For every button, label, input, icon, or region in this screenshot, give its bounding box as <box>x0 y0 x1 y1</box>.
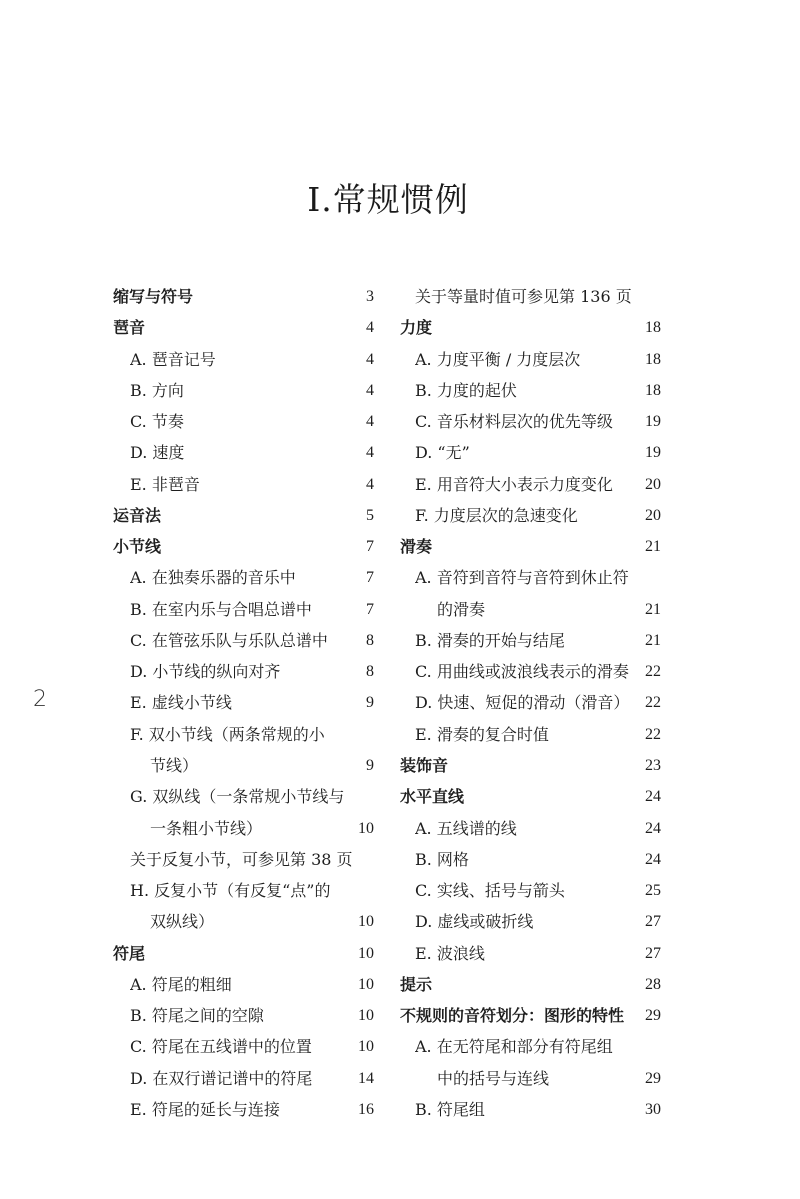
toc-subentry-label: F. 力度层次的急速变化 <box>415 505 578 525</box>
toc-subentry <box>400 344 661 375</box>
toc-subentry-label: B. 滑奏的开始与结尾 <box>415 630 565 650</box>
toc-page-number: 10 <box>358 944 374 962</box>
toc-page-number: 21 <box>645 631 661 649</box>
toc-subentry-label: B. 在室内乐与合唱总谱中 <box>130 599 312 619</box>
toc-subentry <box>400 625 661 656</box>
toc-subentry <box>113 469 374 500</box>
toc-subentry <box>113 687 374 718</box>
toc-note <box>400 281 661 312</box>
toc-page-number: 30 <box>645 1100 661 1118</box>
toc-subentry-label: D. 小节线的纵向对齐 <box>130 662 281 682</box>
toc-heading <box>113 500 374 531</box>
toc-heading <box>113 531 374 562</box>
toc-page-number: 24 <box>645 850 661 868</box>
toc-subentry-label: B. 符尾之间的空隙 <box>130 1006 264 1026</box>
toc-heading-label: 琶音 <box>113 318 146 338</box>
toc-page-number: 25 <box>645 882 661 900</box>
toc-subentry-label-continued: 一条粗小节线） <box>150 818 263 838</box>
toc-subentry <box>113 562 374 593</box>
toc-subentry-label: C. 符尾在五线谱中的位置 <box>130 1037 312 1057</box>
toc-page-number: 24 <box>645 788 661 806</box>
toc-page-number: 10 <box>358 1007 374 1025</box>
toc-page-number: 5 <box>366 506 374 524</box>
toc-subentry-label: A. 力度平衡 / 力度层次 <box>415 349 581 369</box>
toc-subentry-label: E. 符尾的延长与连接 <box>130 1099 280 1119</box>
toc-page-number: 3 <box>366 288 374 305</box>
toc-page-number: 24 <box>645 819 661 837</box>
toc-subentry <box>113 406 374 437</box>
toc-subentry-multiline <box>113 719 374 782</box>
toc-subentry <box>400 875 661 906</box>
toc-subentry-label-continued: 节线） <box>150 755 199 775</box>
toc-heading-label: 提示 <box>400 974 433 994</box>
toc-subentry <box>400 469 661 500</box>
toc-subentry-label: B. 方向 <box>130 380 184 400</box>
toc-subentry-line <box>113 906 374 937</box>
toc-subentry <box>400 500 661 531</box>
toc-subentry-label: B. 力度的起伏 <box>415 380 517 400</box>
toc-subentry <box>400 906 661 937</box>
toc-subentry-label: D. 快速、短促的滑动（滑音） <box>415 693 630 713</box>
toc-heading <box>113 938 374 969</box>
toc-subentry-label: E. 滑奏的复合时值 <box>415 724 549 744</box>
toc-page-number: 4 <box>366 413 374 431</box>
toc-heading <box>400 531 661 562</box>
toc-page-number: 10 <box>358 819 374 837</box>
toc-subentry <box>113 375 374 406</box>
toc-subentry-label-continued: 双纵线） <box>150 912 215 932</box>
toc-subentry <box>400 844 661 875</box>
toc-subentry <box>400 375 661 406</box>
toc-subentry-label: A. 音符到音符与音符到休止符 <box>415 568 629 588</box>
toc-subentry <box>400 719 661 750</box>
toc-subentry-line <box>400 1063 661 1094</box>
toc-subentry-label: B. 符尾组 <box>415 1099 485 1119</box>
toc-subentry-multiline <box>400 1031 661 1094</box>
toc-heading <box>113 281 374 312</box>
toc-heading-label: 运音法 <box>113 505 162 525</box>
toc-subentry-line <box>113 813 374 844</box>
toc-page-number: 10 <box>358 1038 374 1056</box>
toc-subentry-label: D. “无” <box>415 443 470 463</box>
toc-subentry-multiline <box>113 875 374 938</box>
toc-page-number: 29 <box>645 1069 661 1087</box>
toc-subentry <box>113 594 374 625</box>
toc-page-number: 22 <box>645 663 661 681</box>
toc-subentry <box>113 344 374 375</box>
toc-subentry-label: D. 速度 <box>130 443 185 463</box>
toc-subentry-line <box>400 562 661 593</box>
toc-heading <box>400 1000 661 1031</box>
toc-subentry <box>400 406 661 437</box>
toc-subentry <box>400 656 661 687</box>
toc-page-number: 14 <box>358 1069 374 1087</box>
toc-subentry-label: A. 在独奏乐器的音乐中 <box>130 568 296 588</box>
toc-subentry-label: A. 在无符尾和部分有符尾组 <box>415 1037 613 1057</box>
toc-subentry-label: A. 琶音记号 <box>130 349 216 369</box>
toc-heading <box>113 312 374 343</box>
toc-page-number: 4 <box>366 319 374 337</box>
toc-heading-label: 力度 <box>400 318 433 338</box>
toc-note-text: 关于反复小节，可参见第 38 页 <box>130 849 353 869</box>
toc-subentry-label: B. 网格 <box>415 849 469 869</box>
toc-subentry-label: D. 虚线或破折线 <box>415 912 534 932</box>
toc-heading <box>400 312 661 343</box>
toc-subentry <box>400 437 661 468</box>
toc-subentry-label: C. 用曲线或波浪线表示的滑奏 <box>415 662 629 682</box>
toc-page-number: 19 <box>645 413 661 431</box>
toc-page-number: 20 <box>645 475 661 493</box>
toc-subentry-label: H. 反复小节（有反复“点”的 <box>130 881 331 901</box>
toc-page-number: 8 <box>366 663 374 681</box>
toc-subentry <box>113 969 374 1000</box>
toc-subentry-label-continued: 中的括号与连线 <box>437 1068 550 1088</box>
toc-page-number: 21 <box>645 538 661 556</box>
toc-subentry-line <box>113 781 374 812</box>
toc-page-number: 4 <box>366 350 374 368</box>
toc-note <box>113 844 374 875</box>
toc-subentry <box>113 1094 374 1125</box>
toc-page-number: 16 <box>358 1100 374 1118</box>
toc-subentry-label: C. 节奏 <box>130 412 184 432</box>
toc-subentry-line <box>113 719 374 750</box>
toc-page-number: 21 <box>645 600 661 618</box>
toc-page-number: 28 <box>645 975 661 993</box>
toc-subentry <box>400 938 661 969</box>
toc-page-number: 7 <box>366 569 374 587</box>
toc-left-column <box>113 281 374 1125</box>
toc-page-number: 23 <box>645 756 661 774</box>
toc-subentry <box>113 437 374 468</box>
toc-page-number: 27 <box>645 944 661 962</box>
toc-subentry <box>113 656 374 687</box>
toc-heading <box>400 750 661 781</box>
toc-subentry-line <box>400 1031 661 1062</box>
toc-subentry-label: E. 用音符大小表示力度变化 <box>415 474 613 494</box>
toc-subentry-multiline <box>400 562 661 625</box>
toc-page-number: 18 <box>645 350 661 368</box>
toc-page-number: 9 <box>366 694 374 712</box>
toc-heading-label: 缩写与符号 <box>113 287 194 306</box>
toc-heading <box>400 781 661 812</box>
toc-page-number: 4 <box>366 381 374 399</box>
toc-note-text: 关于等量时值可参见第 136 页 <box>415 287 632 306</box>
toc-subentry <box>113 1063 374 1094</box>
toc-subentry-label: A. 符尾的粗细 <box>130 974 232 994</box>
toc-page-number: 20 <box>645 506 661 524</box>
toc-heading-label: 小节线 <box>113 537 162 557</box>
toc-subentry <box>113 1000 374 1031</box>
toc-page-number: 22 <box>645 725 661 743</box>
toc-subentry-line <box>113 750 374 781</box>
toc-subentry <box>400 1094 661 1125</box>
toc-subentry-label: A. 五线谱的线 <box>415 818 517 838</box>
toc-page-number: 18 <box>645 319 661 337</box>
toc-subentry-label: C. 在管弦乐队与乐队总谱中 <box>130 630 328 650</box>
toc-heading <box>400 969 661 1000</box>
toc-subentry <box>113 1031 374 1062</box>
toc-page-number: 4 <box>366 444 374 462</box>
toc-subentry-label: D. 在双行谱记谱中的符尾 <box>130 1068 313 1088</box>
toc-page-number: 22 <box>645 694 661 712</box>
toc-subentry-line <box>113 875 374 906</box>
toc-subentry <box>400 687 661 718</box>
toc-heading-label: 水平直线 <box>400 787 465 807</box>
toc-page-number: 19 <box>645 444 661 462</box>
toc-subentry <box>113 625 374 656</box>
toc-page-number: 7 <box>366 538 374 556</box>
toc-page-number: 18 <box>645 381 661 399</box>
toc-subentry-multiline <box>113 781 374 844</box>
page-number: 2 <box>33 687 47 712</box>
toc-subentry-line <box>400 594 661 625</box>
toc-page-number: 29 <box>645 1007 661 1025</box>
toc-subentry-label: E. 非琶音 <box>130 474 200 494</box>
toc-subentry-label: C. 实线、括号与箭头 <box>415 881 565 901</box>
toc-page-number: 8 <box>366 631 374 649</box>
toc-heading-label: 不规则的音符划分：图形的特性 <box>400 1006 625 1026</box>
toc-heading-label: 滑奏 <box>400 537 433 557</box>
toc-page-number: 10 <box>358 975 374 993</box>
toc-subentry-label: E. 波浪线 <box>415 943 485 963</box>
toc-page-number: 4 <box>366 475 374 493</box>
toc-page-number: 7 <box>366 600 374 618</box>
toc-page-number: 27 <box>645 913 661 931</box>
toc-subentry-label: E. 虚线小节线 <box>130 693 232 713</box>
toc-page-number: 10 <box>358 913 374 931</box>
toc-subentry-label: C. 音乐材料层次的优先等级 <box>415 412 613 432</box>
toc-heading-label: 装饰音 <box>400 755 449 775</box>
toc-subentry <box>400 813 661 844</box>
toc-heading-label: 符尾 <box>113 943 146 963</box>
toc-page-number: 9 <box>366 756 374 774</box>
toc-subentry-label: F. 双小节线（两条常规的小 <box>130 724 325 744</box>
chapter-title: Ⅰ.常规惯例 <box>307 180 469 219</box>
toc-subentry-label-continued: 的滑奏 <box>437 599 486 619</box>
toc-right-column <box>400 281 661 1125</box>
toc-subentry-label: G. 双纵线（一条常规小节线与 <box>130 787 345 807</box>
